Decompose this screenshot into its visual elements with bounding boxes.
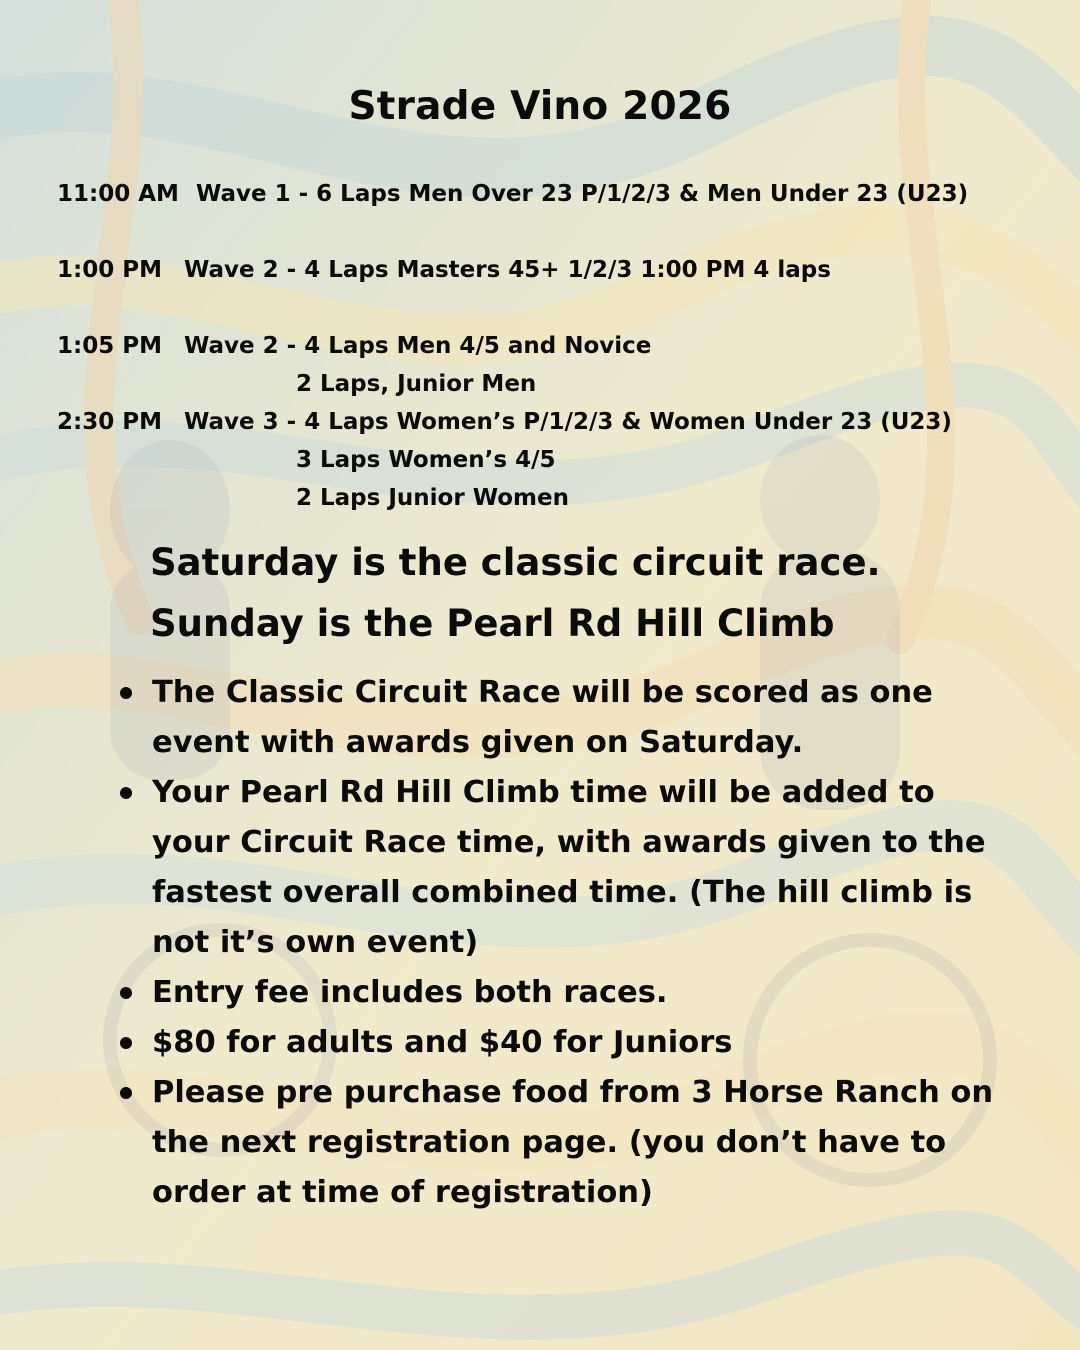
schedule-time: 1:05 PM	[57, 333, 162, 359]
page-title: Strade Vino 2026	[348, 84, 732, 129]
list-item	[116, 768, 1006, 968]
list-item-text: $80 for adults and $40 for Juniors	[152, 1025, 733, 1060]
schedule-row	[57, 175, 968, 213]
schedule-time: 1:00 PM	[57, 257, 162, 283]
schedule-time: 2:30 PM	[57, 409, 162, 435]
schedule-text: Wave 1 - 6 Laps Men Over 23 P/1/2/3 & Men Under 23 (U23)	[195, 181, 969, 207]
schedule-row	[57, 327, 651, 365]
list-item-text: Your Pearl Rd Hill Climb time will be added to your Circuit Race time, with awards given to the fastest overall combined time. (The hill climb is not it’s own event)	[152, 775, 986, 960]
info-list	[116, 668, 1006, 1218]
headline-saturday: Saturday is the classic circuit race.	[150, 541, 881, 584]
list-item-text: Entry fee includes both races.	[152, 975, 668, 1010]
bullet-icon	[120, 987, 132, 999]
headline-sunday: Sunday is the Pearl Rd Hill Climb	[150, 602, 835, 645]
bullet-icon	[120, 787, 132, 799]
schedule-row	[57, 403, 952, 441]
list-item	[116, 1068, 1006, 1218]
schedule-row	[57, 251, 831, 289]
schedule-text: Wave 2 - 4 Laps Men 4/5 and Novice	[183, 333, 652, 359]
bullet-icon	[120, 1087, 132, 1099]
schedule-continuation: 3 Laps Women’s 4/5	[296, 447, 556, 473]
list-item	[116, 1018, 1006, 1068]
schedule-continuation: 2 Laps, Junior Men	[296, 371, 537, 397]
bullet-icon	[120, 1037, 132, 1049]
schedule-continuation: 2 Laps Junior Women	[296, 485, 569, 511]
list-item-text: The Classic Circuit Race will be scored as one event with awards given on Saturday.	[152, 675, 933, 760]
list-item	[116, 968, 1006, 1018]
schedule-time: 11:00 AM	[57, 181, 179, 207]
schedule-text: Wave 3 - 4 Laps Women’s P/1/2/3 & Women Under 23 (U23)	[183, 409, 952, 435]
bullet-icon	[120, 687, 132, 699]
list-item	[116, 668, 1006, 768]
schedule-text: Wave 2 - 4 Laps Masters 45+ 1/2/3 1:00 PM 4 laps	[183, 257, 831, 283]
list-item-text: Please pre purchase food from 3 Horse Ranch on the next registration page. (you don’t have to order at time of registration)	[152, 1075, 994, 1210]
